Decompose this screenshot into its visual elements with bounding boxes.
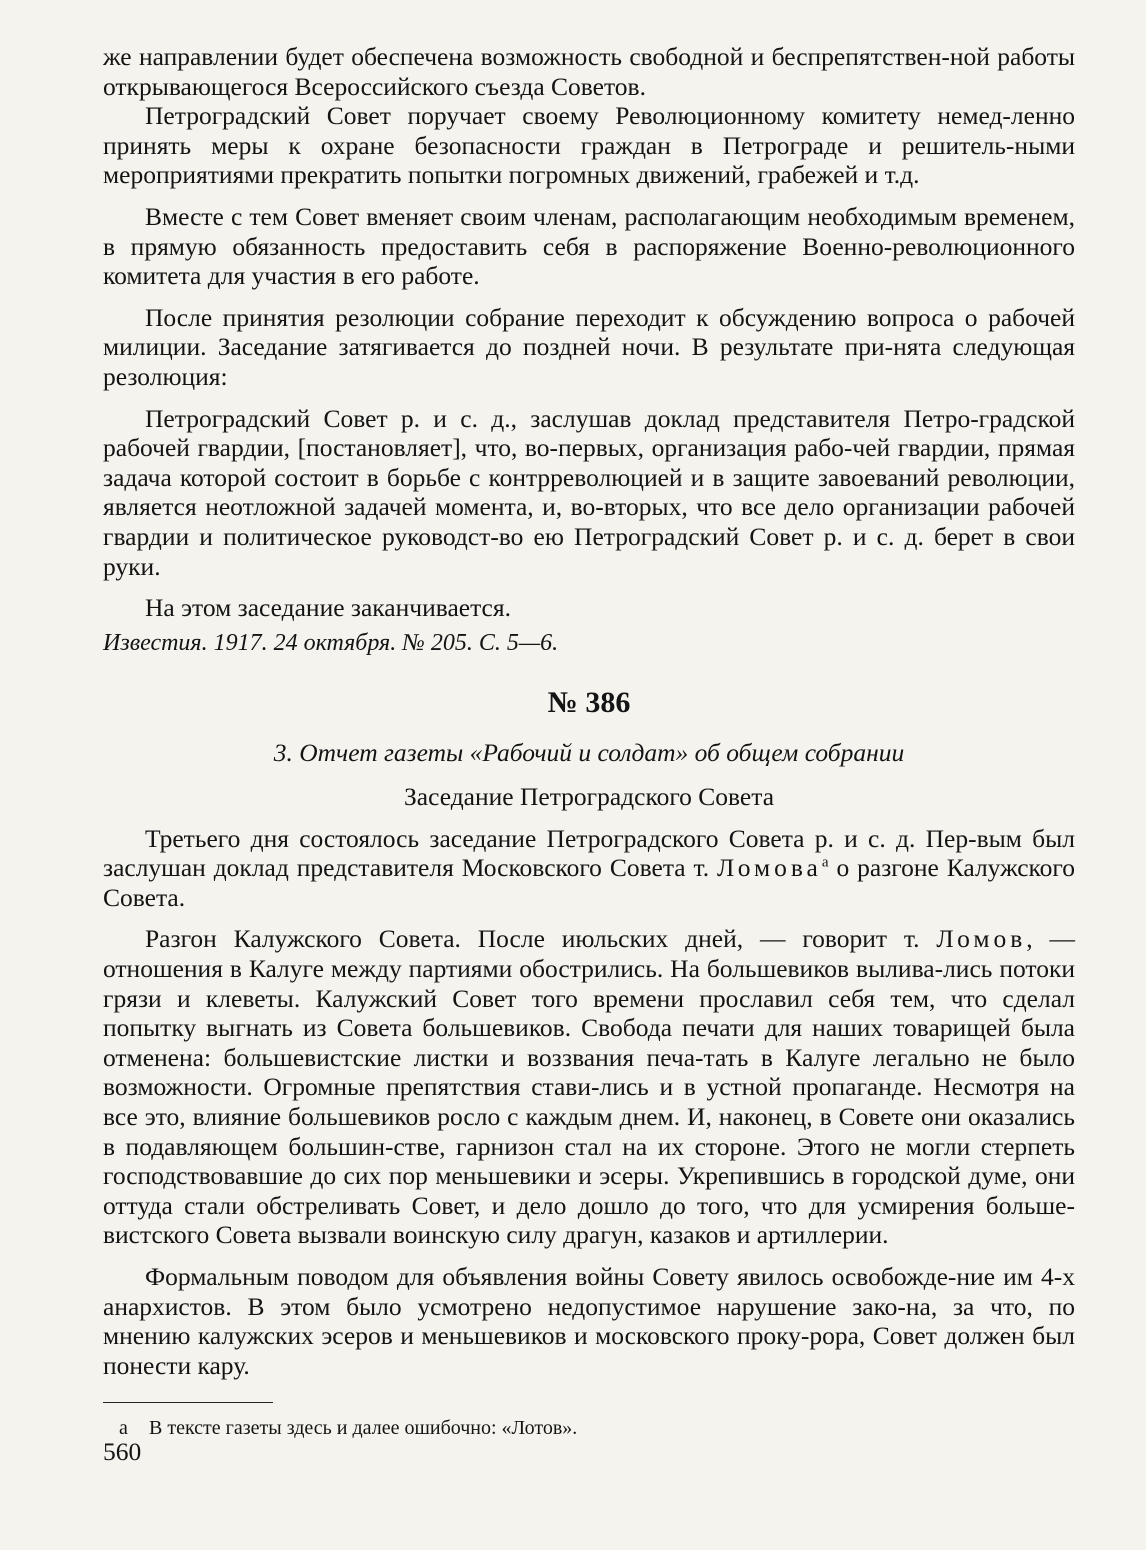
footnote-mark: а bbox=[119, 1417, 128, 1440]
paragraph: После принятия резолюции собрание переходит к обсуждению вопроса о рабочей милиции. Заседание затягивается до поздней ночи. В результате при-нята следующая резолюция: bbox=[103, 302, 1075, 391]
footnote bbox=[103, 1415, 1075, 1441]
text-run: о разгоне Калужского Совета. bbox=[103, 853, 1075, 912]
document-title: 3. Отчет газеты «Рабочий и солдат» об общем собрании bbox=[273, 737, 905, 767]
paragraph: же направлении будет обеспечена возможность свободной и беспрепятствен-ной работы открывающегося Всероссийского съезда Советов. bbox=[103, 42, 1075, 101]
person-name: Ломова bbox=[717, 853, 822, 883]
page-number: 560 bbox=[103, 1437, 142, 1466]
paragraph: Петроградский Совет р. и с. д., заслушав доклад представителя Петро-градской рабочей гвардии, [постановляет], что, во-первых, организация рабо-чей гвардии, прямая задача которой состоит в борьбе с контрреволюцией и в защите завоеваний революции, является неотложной задачей момента, и, во-вторых, что все дело организации рабочей гвардии и политическое руководст-во ею Петроградский Совет р. и с. д. берет в свои руки. bbox=[103, 403, 1075, 581]
footnote-divider bbox=[103, 1402, 273, 1403]
text-run: Разгон Калужского Совета. После июльских дней, — говорит т. bbox=[145, 924, 937, 954]
person-name: Ломов bbox=[936, 924, 1027, 954]
document-subtitle: Заседание Петроградского Совета bbox=[403, 781, 775, 811]
footnote-ref: а bbox=[821, 854, 829, 871]
paragraph bbox=[103, 824, 1075, 913]
paragraph: Вместе с тем Совет вменяет своим членам, располагающим необходимым временем, в прямую обязанность предоставить себя в распоряжение Военно-революционного комитета для участия в его работе. bbox=[103, 201, 1075, 291]
footnote-text: В тексте газеты здесь и далее ошибочно: «Лотов». bbox=[149, 1417, 578, 1440]
document-number: № 386 bbox=[547, 685, 631, 719]
page-body bbox=[103, 42, 1075, 1441]
text-run: Третьего дня состоялось заседание Петроградского Совета р. и с. д. Пер-вым был заслушан доклад представителя Московского Совета т. bbox=[103, 823, 1075, 883]
text-run: , — отношения в Калуге между партиями обострились. На большевиков вылива-лись потоки грязи и клеветы. Калужский Совет того времени прославил себя тем, что сделал попытку выгнать из Совета большевиков. Свобода печати для наших товарищей была отменена: большевистские листки и воззвания печа-тать в Калуге легально не было возможности. Огромные препятствия стави-лись и в устной пропаганде. Несмотря на все это, влияние большевиков росло с каждым днем. И, наконец, в Совете они оказались в подавляющем большин-стве, гарнизон стал на их стороне. Этого не могли стерпеть господствовавшие до сих пор меньшевики и эсеры. Укрепившись в городской думе, они оттуда стали обстреливать Совет, и дело дошло до того, что для усмирения больше-вистского Совета вызвали воинскую силу драгун, казаков и артиллерии. bbox=[103, 924, 1076, 1250]
source-citation: Известия. 1917. 24 октября. № 205. С. 5—6. bbox=[103, 629, 559, 656]
paragraph: Формальным поводом для объявления войны Совету явилось освобожде-ние им 4-х анархистов. В этом было усмотрено недопустимое нарушение зако-на, за что, по мнению калужских эсеров и меньшевиков и московского проку-рора, Совет должен был понести кару. bbox=[103, 1262, 1075, 1380]
paragraph: Петроградский Совет поручает своему Революционному комитету немед-ленно принять меры к охране безопасности граждан в Петрограде и решитель-ными мероприятиями прекратить попытки погромных движений, грабежей и т.д. bbox=[103, 101, 1075, 190]
paragraph bbox=[103, 924, 1075, 1250]
paragraph: На этом заседание заканчивается. bbox=[145, 593, 511, 623]
